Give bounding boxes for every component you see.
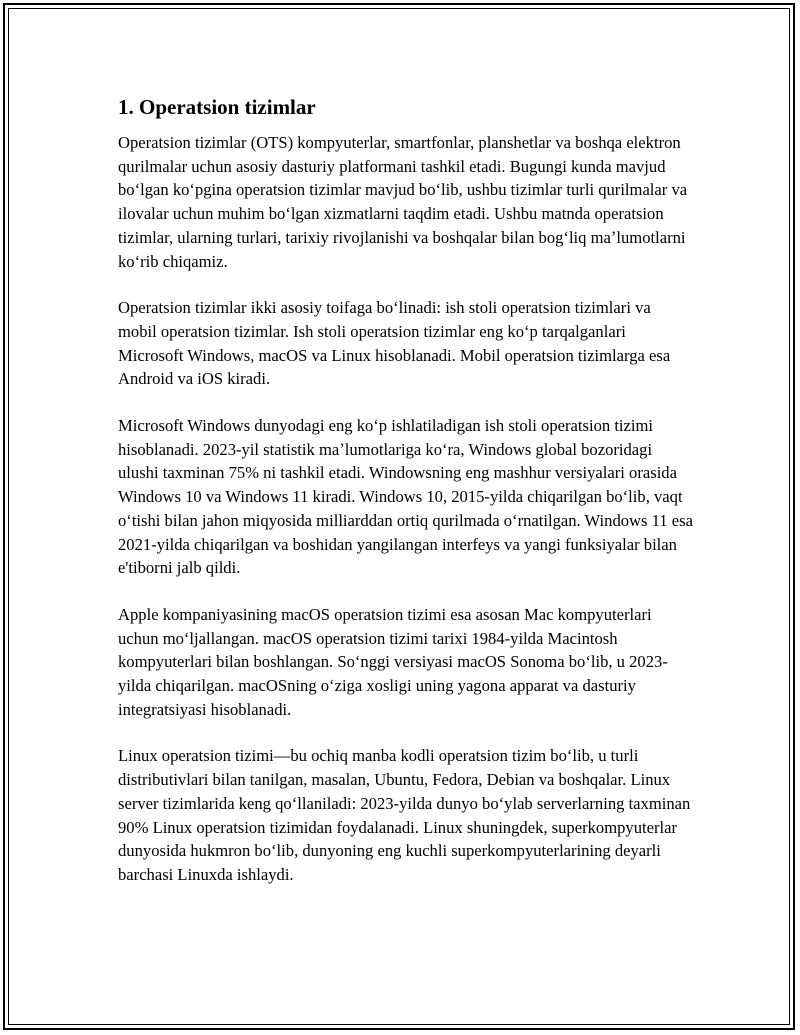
- section-heading: 1. Operatsion tizimlar: [118, 95, 316, 119]
- document-body: [118, 93, 693, 910]
- paragraph-linux: Linux operatsion tizimi—bu ochiq manba kodli operatsion tizim boʻlib, u turli distributivlari bilan tanilgan, masalan, Ubuntu, Fedora, Debian va boshqalar. Linux server tizimlarida keng qoʻllaniladi: 2023-yilda dunyo boʻylab serverlarning taxminan 90% Linux operatsion tizimidan foydalanadi. Linux shuningdek, superkompyuterlar dunyosida hukmron boʻlib, dunyoning eng kuchli superkompyuterlarining deyarli barchasi Linuxda ishlaydi.: [118, 746, 691, 884]
- paragraph-macos: Apple kompaniyasining macOS operatsion tizimi esa asosan Mac kompyuterlari uchun moʻljallangan. macOS operatsion tizimi tarixi 1984-yilda Macintosh kompyuterlari bilan boshlangan. Soʻnggi versiyasi macOS Sonoma boʻlib, u 2023-yilda chiqarilgan. macOSning oʻziga xosligi uning yagona apparat va dasturiy integratsiyasi hisoblanadi.: [118, 604, 668, 719]
- paragraph-categories: Operatsion tizimlar ikki asosiy toifaga boʻlinadi: ish stoli operatsion tizimlari va mobil operatsion tizimlar. Ish stoli operatsion tizimlar eng koʻp tarqalganlari Microsoft Windows, macOS va Linux hisoblanadi. Mobil operatsion tizimlarga esa Android va iOS kiradi.: [118, 298, 671, 389]
- paragraph-windows: Microsoft Windows dunyodagi eng koʻp ishlatiladigan ish stoli operatsion tizimi hisoblanadi. 2023-yil statistik maʼlumotlariga koʻra, Windows global bozoridagi ulushi taxminan 75% ni tashkil etadi. Windowsning eng mashhur versiyalari orasida Windows 10 va Windows 11 kiradi. Windows 10, 2015-yilda chiqarilgan boʻlib, vaqt oʻtishi bilan jahon miqyosida milliarddan ortiq qurilmada oʻrnatilgan. Windows 11 esa 2021-yilda chiqarilgan va boshidan yangilangan interfeys va yangi funksiyalar bilan e'tiborni jalb qildi.: [118, 416, 693, 578]
- paragraph-intro: Operatsion tizimlar (OTS) kompyuterlar, smartfonlar, planshetlar va boshqa elektron qurilmalar uchun asosiy dasturiy platformani tashkil etadi. Bugungi kunda mavjud boʻlgan koʻpgina operatsion tizimlar mavjud boʻlib, ushbu tizimlar turli qurilmalar va ilovalar uchun muhim boʻlgan xizmatlarni taqdim etadi. Ushbu matnda operatsion tizimlar, ularning turlari, tarixiy rivojlanishi va boshqalar bilan bogʻliq maʼlumotlarni koʻrib chiqamiz.: [118, 133, 688, 271]
